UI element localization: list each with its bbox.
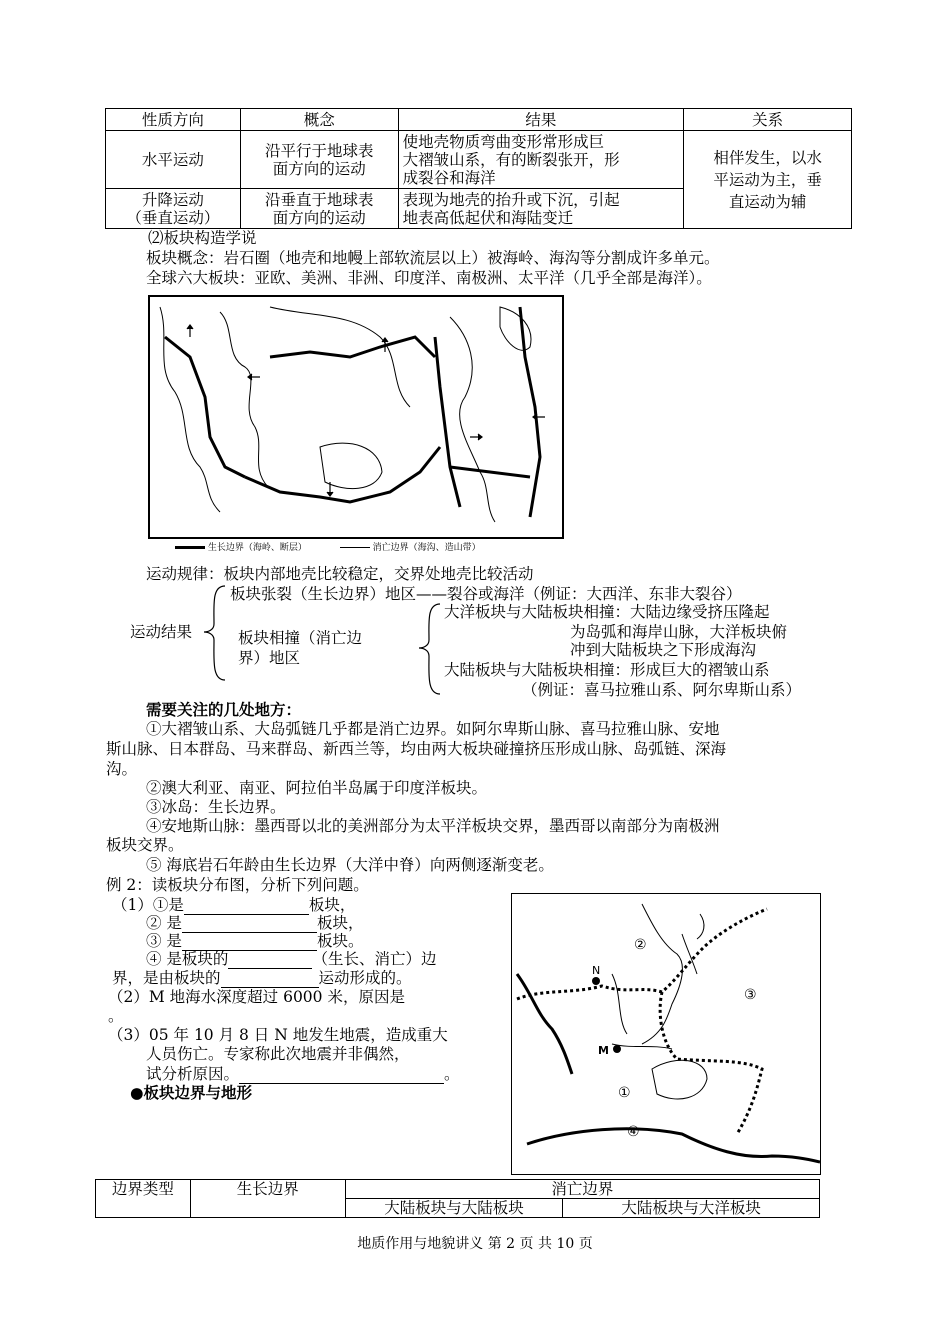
plate-boundary-6	[450, 467, 530, 477]
motion-result-label: 运动结果	[130, 623, 193, 641]
page-footer: 地质作用与地貌讲义 第 2 页 共 10 页	[357, 1236, 593, 1252]
answer-blank-5[interactable]	[221, 971, 319, 988]
section-boundary-title: ●板块边界与地形	[130, 1084, 253, 1102]
cont-collide-a: 大陆板块与大陆板块相撞：形成巨大的褶皱山系	[444, 661, 770, 679]
coast-island-1	[697, 914, 704, 939]
arrow-5	[470, 434, 482, 440]
plate-distribution-map-svg	[512, 894, 820, 1174]
coastline-greenland	[500, 307, 531, 350]
section-heading-plate: ⑵板块构造学说	[148, 229, 257, 247]
question-1: （1）①是 板块，	[112, 896, 356, 914]
plate-boundary-2	[245, 447, 440, 502]
plate-concept: 板块概念：岩石圈（地壳和地幔上部软流层以上）被海岭、海沟等分割成许多单元。	[146, 249, 720, 267]
cell-vertical: 升降运动 （垂直运动）	[106, 189, 241, 229]
label-N: N	[592, 964, 601, 977]
motion-collide-b: 界）地区	[238, 649, 301, 667]
cell-horizontal-result: 使地壳物质弯曲变形常形成巨 大褶皱山系，有的断裂张开，形 成裂谷和海洋	[398, 131, 684, 189]
note-1a: ①大褶皱山系、大岛弧链几乎都是消亡边界。如阿尔卑斯山脉、喜马拉雅山脉、安地	[146, 720, 720, 738]
boundary-landform-table	[95, 1179, 820, 1218]
world-plate-map	[148, 295, 564, 539]
question-6b: 人员伤亡。专家称此次地震并非偶然，	[146, 1045, 410, 1063]
coastline-europe-africa	[220, 312, 268, 487]
point-M	[613, 1045, 621, 1053]
cell-horizontal: 水平运动	[106, 131, 241, 189]
cell-cont-cont: 大陆板块与大陆板块	[345, 1199, 563, 1218]
coast-australia	[652, 1060, 707, 1099]
question-6c: 试分析原因。 。	[146, 1065, 460, 1083]
cell-growth: 生长边界	[190, 1180, 345, 1218]
cell-boundary-type: 边界类型	[96, 1180, 191, 1218]
note-4b: 板块交界。	[106, 836, 184, 854]
motion-split: 板块张裂（生长边界）地区——裂谷或海洋（例证：大西洋、东非大裂谷）	[230, 585, 742, 603]
map-legend	[175, 540, 560, 556]
legend-growth-label: 生长边界（海岭、断层）	[207, 543, 307, 553]
ocean-collide-b: 为岛弧和海岸山脉，大洋板块俯	[570, 623, 788, 641]
label-plate-1: ①	[618, 1085, 631, 1101]
legend-death-line	[340, 547, 370, 548]
cell-horizontal-concept: 沿平行于地球表 面方向的运动	[240, 131, 398, 189]
label-plate-3: ③	[744, 987, 757, 1003]
note-4a: ④安地斯山脉：墨西哥以北的美洲部分为太平洋板块交界，墨西哥以南部分为南极洲	[146, 817, 720, 835]
coast-japan	[682, 934, 697, 974]
plate-motion-table	[105, 108, 852, 229]
plate-boundary-1	[165, 337, 245, 477]
boundary-solid-left	[517, 974, 572, 1074]
cell-death: 消亡边界	[345, 1180, 819, 1199]
example-title: 例 2：读板块分布图，分析下列问题。	[106, 876, 369, 894]
question-6a: （3）05 年 10 月 8 日 N 地发生地震，造成重大	[108, 1026, 448, 1044]
note-1c: 沟。	[106, 760, 138, 778]
arrow-1	[187, 325, 193, 337]
cont-collide-b: （例证：喜马拉雅山系、阿尔卑斯山系）	[522, 681, 802, 699]
header-concept: 概念	[240, 109, 398, 131]
label-M: M	[598, 1044, 609, 1057]
notes-title: 需要关注的几处地方：	[146, 700, 302, 719]
note-1b: 斯山脉、日本群岛、马来群岛、新西兰等，均由两大板块碰撞挤压形成山脉、岛弧链、深海	[106, 740, 727, 758]
point-N	[592, 977, 600, 985]
arrow-4	[327, 482, 333, 496]
label-boundary-4: ④	[627, 1124, 640, 1140]
header-direction: 性质方向	[106, 109, 241, 131]
world-plate-map-svg	[150, 297, 562, 537]
answer-blank-4[interactable]	[228, 952, 312, 969]
label-plate-2: ②	[634, 937, 647, 953]
plate-boundary-5	[520, 307, 540, 517]
cell-vertical-result: 表现为地壳的抬升或下沉，引起 地表高低起伏和海陆变迁	[398, 189, 684, 229]
cell-vertical-concept: 沿垂直于地球表 面方向的运动	[240, 189, 398, 229]
plate-six: 全球六大板块：亚欧、美洲、非洲、印度洋、南极洲、太平洋（几乎全部是海洋）。	[146, 269, 712, 287]
boundary-solid-bottom	[527, 1129, 820, 1162]
brace-main	[200, 584, 230, 684]
header-result: 结果	[398, 109, 684, 131]
question-5b: 。	[108, 1007, 124, 1025]
coastline-americas-west	[160, 307, 220, 512]
question-3: ③ 是 板块。	[146, 932, 364, 950]
legend-growth-line	[175, 546, 205, 549]
cell-relation: 相伴发生，以水 平运动为主，垂 直运动为辅	[684, 131, 852, 229]
ocean-collide-a: 大洋板块与大陆板块相撞：大陆边缘受挤压隆起	[444, 603, 770, 621]
ocean-collide-c: 冲到大陆板块之下形成海沟	[570, 641, 757, 659]
note-5: ⑤ 海底岩石年龄由生长边界（大洋中脊）向两侧逐渐变老。	[146, 856, 554, 874]
plate-boundary-4	[435, 337, 460, 507]
coast-indonesia	[612, 1044, 672, 1049]
motion-collide-a: 板块相撞（消亡边	[238, 629, 363, 647]
plate-distribution-map	[511, 893, 821, 1175]
question-4b: 界，是由板块的 运动形成的。	[112, 969, 412, 987]
question-5a: （2）M 地海水深度超过 6000 米，原因是	[108, 988, 405, 1006]
note-2: ②澳大利亚、南亚、阿拉伯半岛属于印度洋板块。	[146, 779, 488, 797]
answer-blank-6[interactable]	[239, 1067, 444, 1084]
motion-rule: 运动规律：板块内部地壳比较稳定，交界处地壳比较活动	[146, 565, 534, 583]
legend-death-label: 消亡边界（海沟、造山带）	[372, 543, 481, 553]
question-4a: ④ 是板块的 （生长、消亡）边	[146, 950, 437, 968]
coast-seasia	[612, 974, 627, 1034]
brace-collide	[415, 602, 445, 698]
coastline-australia	[320, 443, 382, 488]
cell-cont-ocean: 大陆板块与大洋板块	[563, 1199, 820, 1218]
plate-boundary-3	[270, 337, 435, 357]
header-relation: 关系	[684, 109, 852, 131]
question-2: ② 是 板块，	[146, 914, 364, 932]
note-3: ③冰岛：生长边界。	[146, 798, 286, 816]
